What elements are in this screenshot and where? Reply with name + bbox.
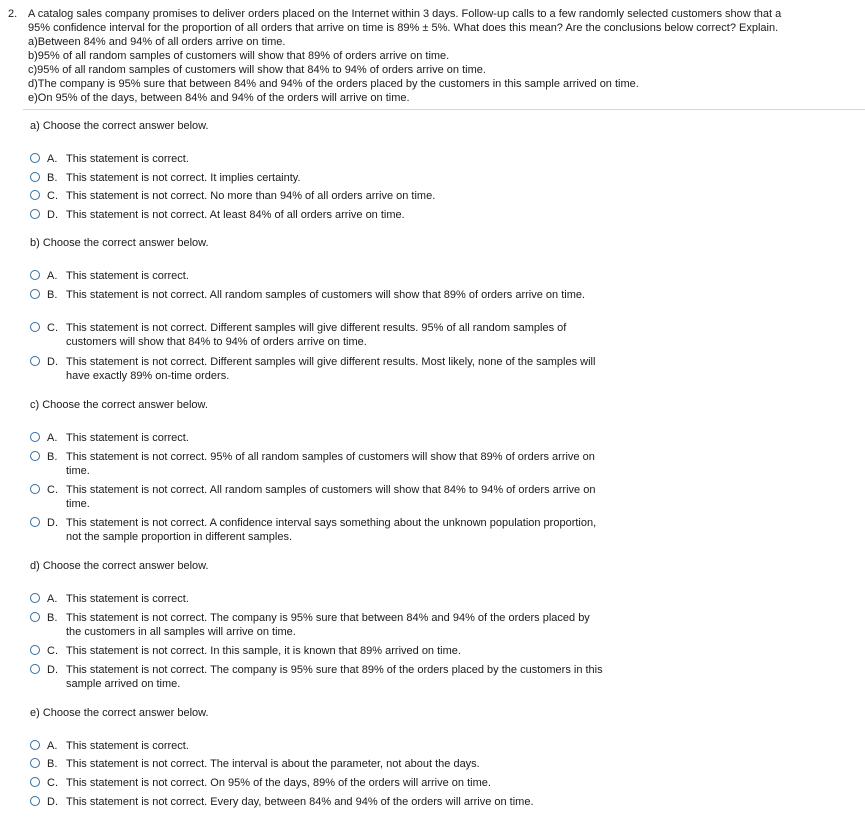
option-text: This statement is not correct. All random samples of customers will show that 89% of orders arrive on time.: [66, 289, 586, 301]
option-letter: B.: [47, 612, 58, 624]
stem-line: d)The company is 95% sure that between 84% and 94% of the orders placed by the customers in this sample arrived on time.: [28, 78, 639, 90]
part-b-prompt: b) Choose the correct answer below.: [30, 237, 209, 249]
radio-button[interactable]: [30, 645, 40, 655]
option-text: This statement is correct.: [66, 593, 189, 605]
radio-button[interactable]: [30, 209, 40, 219]
radio-button[interactable]: [30, 356, 40, 366]
stem-line: c)95% of all random samples of customers will show that 84% to 94% of orders arrive on time.: [28, 64, 486, 76]
option-text: This statement is not correct. It implies certainty.: [66, 172, 301, 184]
option-text: This statement is not correct. No more than 94% of all orders arrive on time.: [66, 190, 436, 202]
option-letter: B.: [47, 289, 58, 301]
option-text: This statement is correct.: [66, 270, 189, 282]
option-letter: D.: [47, 209, 58, 221]
question-stem: [28, 7, 848, 105]
radio-button[interactable]: [30, 517, 40, 527]
option-text: This statement is correct.: [66, 432, 189, 444]
radio-button[interactable]: [30, 593, 40, 603]
option-letter: A.: [47, 593, 58, 605]
part-d-prompt: d) Choose the correct answer below.: [30, 560, 209, 572]
option-letter: D.: [47, 796, 58, 808]
option-letter: C.: [47, 645, 58, 657]
option-text: This statement is not correct. At least 84% of all orders arrive on time.: [66, 209, 405, 221]
option-text: This statement is not correct. The interval is about the parameter, not about the days.: [66, 758, 480, 770]
stem-divider: [23, 109, 865, 110]
option-letter: A.: [47, 270, 58, 282]
part-a-prompt: a) Choose the correct answer below.: [30, 120, 209, 132]
radio-button[interactable]: [30, 289, 40, 299]
option-text: This statement is not correct. All random samples of customers will show that 84% to 94% of orders arrive on time.: [66, 484, 596, 510]
option-letter: A.: [47, 740, 58, 752]
option-text: This statement is not correct. In this sample, it is known that 89% arrived on time.: [66, 645, 461, 657]
radio-button[interactable]: [30, 740, 40, 750]
option-letter: D.: [47, 517, 58, 529]
option-letter: A.: [47, 432, 58, 444]
option-letter: A.: [47, 153, 58, 165]
question-number: 2.: [8, 8, 18, 20]
radio-button[interactable]: [30, 172, 40, 182]
option-text: This statement is correct.: [66, 740, 189, 752]
radio-button[interactable]: [30, 432, 40, 442]
stem-line: b)95% of all random samples of customers will show that 89% of orders arrive on time.: [28, 50, 450, 62]
option-text: This statement is not correct. Different samples will give different results. Most likely, none of the samples will have exactly 89% on-time orders.: [66, 356, 596, 382]
radio-button[interactable]: [30, 777, 40, 787]
option-text: This statement is not correct. Every day, between 84% and 94% of the orders will arrive on time.: [66, 796, 534, 808]
option-text: This statement is not correct. The company is 95% sure that between 84% and 94% of the orders placed by the customers in all samples will arrive on time.: [66, 612, 590, 638]
radio-button[interactable]: [30, 451, 40, 461]
option-text: This statement is not correct. A confidence interval says something about the unknown population proportion, not the sample proportion in different samples.: [66, 517, 597, 543]
radio-button[interactable]: [30, 484, 40, 494]
option-letter: C.: [47, 190, 58, 202]
stem-line: A catalog sales company promises to deliver orders placed on the Internet within 3 days. Follow-up calls to a few randomly selected customers show that a: [28, 8, 782, 20]
option-letter: B.: [47, 172, 58, 184]
radio-button[interactable]: [30, 612, 40, 622]
part-e-prompt: e) Choose the correct answer below.: [30, 707, 209, 719]
option-letter: C.: [47, 777, 58, 789]
radio-button[interactable]: [30, 758, 40, 768]
radio-button[interactable]: [30, 796, 40, 806]
option-letter: D.: [47, 664, 58, 676]
option-letter: C.: [47, 322, 58, 334]
option-text: This statement is not correct. 95% of all random samples of customers will show that 89% of orders arrive on time.: [66, 451, 595, 477]
option-text: This statement is not correct. On 95% of the days, 89% of the orders will arrive on time.: [66, 777, 491, 789]
option-text: This statement is not correct. Different samples will give different results. 95% of all random samples of customers will show that 84% to 94% of orders arrive on time.: [66, 322, 567, 348]
option-text: This statement is not correct. The company is 95% sure that 89% of the orders placed by the customers in this sample arrived on time.: [66, 664, 603, 690]
option-text: This statement is correct.: [66, 153, 189, 165]
stem-line: 95% confidence interval for the proportion of all orders that arrive on time is 89% ± 5%. What does this mean? Are the conclusions below correct? Explain.: [28, 22, 779, 34]
option-letter: C.: [47, 484, 58, 496]
radio-button[interactable]: [30, 270, 40, 280]
part-c-prompt: c) Choose the correct answer below.: [30, 399, 208, 411]
stem-line: e)On 95% of the days, between 84% and 94% of the orders will arrive on time.: [28, 92, 410, 104]
radio-button[interactable]: [30, 664, 40, 674]
radio-button[interactable]: [30, 322, 40, 332]
radio-button[interactable]: [30, 153, 40, 163]
option-letter: D.: [47, 356, 58, 368]
option-letter: B.: [47, 451, 58, 463]
radio-button[interactable]: [30, 190, 40, 200]
stem-line: a)Between 84% and 94% of all orders arrive on time.: [28, 36, 286, 48]
option-letter: B.: [47, 758, 58, 770]
